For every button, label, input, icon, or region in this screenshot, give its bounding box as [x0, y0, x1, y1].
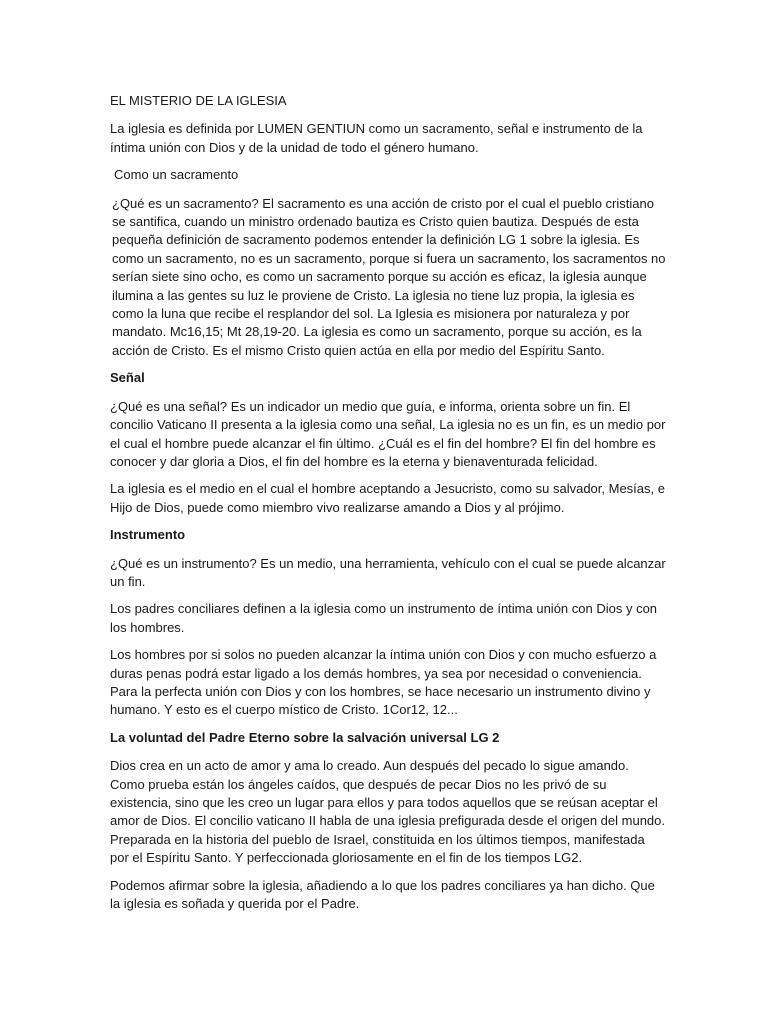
paragraph-instrumento-3: Los hombres por si solos no pueden alcanzar la íntima unión con Dios y con mucho esfuerzo a duras penas podrá estar ligado a los demás hombres, ya sea por necesidad o conveniencia. Para la perfecta unión con Dios y con los hombres, se hace necesario un instrumento divino y humano. Y esto es el cuerpo místico de Cristo. 1Cor12, 12...: [110, 647, 657, 718]
heading-senal: Señal: [110, 370, 145, 386]
paragraph-voluntad-2: Podemos afirmar sobre la iglesia, añadiendo a lo que los padres conciliares ya han dicho. Que la iglesia es soñada y querida por el Padre.: [110, 877, 655, 912]
paragraph-voluntad-1: Dios crea en un acto de amor y ama lo creado. Aun después del pecado lo sigue amando. Como prueba están los ángeles caídos, que después de pecar Dios no les privó de su existencia, sino que les creo un lugar para ellos y para todos aquellos que se reúsan aceptar el amor de Dios. El concilio vaticano II habla de una iglesia prefigurada desde el origen del mundo. Preparada en la historia del pueblo de Israel, constituida en los últimos tiempos, manifestada por el Espíritu Santo. Y perfeccionada gloriosamente en el fin de los tiempos LG2.: [110, 758, 666, 866]
intro-paragraph: La iglesia es definida por LUMEN GENTIUN como un sacramento, señal e instrumento de la íntima unión con Dios y de la unidad de todo el género humano.: [110, 121, 643, 155]
paragraph-senal-2: La iglesia es el medio en el cual el hombre aceptando a Jesucristo, como su salvador, Mesías, e Hijo de Dios, puede como miembro vivo realizarse amando a Dios y al prójimo.: [110, 481, 665, 515]
heading-instrumento: Instrumento: [110, 527, 186, 543]
paragraph-senal-1: ¿Qué es una señal? Es un indicador un medio que guía, e informa, orienta sobre un fin. El concilio Vaticano II presenta a la iglesia como una señal, La iglesia no es un fin, es un medio por el cual el hombre puede alcanzar el fin último. ¿Cuál es el fin del hombre? El fin del hombre es conocer y dar gloria a Dios, el fin del hombre es la eterna y bienaventurada felicidad.: [110, 398, 666, 469]
heading-voluntad-padre: La voluntad del Padre Eterno sobre la salvación universal LG 2: [110, 729, 500, 745]
document-title: EL MISTERIO DE LA IGLESIA: [110, 93, 287, 108]
paragraph-instrumento-1: ¿Qué es un instrumento? Es un medio, una herramienta, vehículo con el cual se puede alcanzar un fin.: [110, 555, 666, 589]
paragraph-instrumento-2: Los padres conciliares definen a la iglesia como un instrumento de íntima unión con Dios y con los hombres.: [110, 601, 658, 635]
heading-sacramento: Como un sacramento: [114, 167, 239, 183]
document-page: [110, 92, 666, 922]
paragraph-sacramento: ¿Qué es un sacramento? El sacramento es una acción de cristo por el cual el pueblo cristiano se santifica, cuando un ministro ordenado bautiza es Cristo quien bautiza. Después de esta pequeña definición de sacramento podemos entender la definición LG 1 sobre la iglesia. Es como un sacramento, no es un sacramento, porque si fuera un sacramento, los sacramentos no serían siete sino ocho, es como un sacramento porque su acción es eficaz, la iglesia aunque ilumina a las gentes su luz le proviene de Cristo. La iglesia no tiene luz propia, la iglesia es como la luna que recibe el resplandor del sol. La Iglesia es misionera por naturaleza y por mandato. Mc16,15; Mt 28,19-20. La iglesia es como un sacramento, porque su acción, es la acción de Cristo. Es el mismo Cristo quien actúa en ella por medio del Espíritu Santo.: [112, 195, 666, 358]
